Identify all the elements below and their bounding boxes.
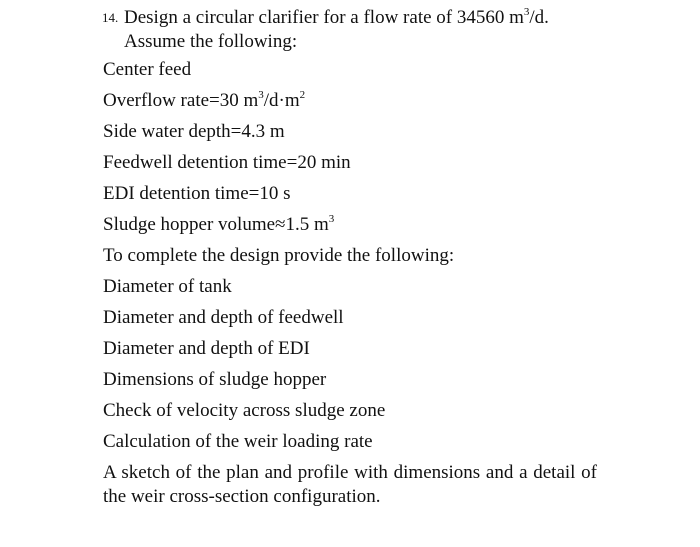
intro-line-1 [103,6,597,30]
overflow-text-b: /d·m [263,90,300,111]
overflow-superscript-1: 3 [258,89,264,101]
item-velocity-check: Check of velocity across sludge zone [103,400,386,421]
item-feedwell: Diameter and depth of feedwell [103,307,344,328]
design-heading: To complete the design provide the following: [103,245,455,266]
item-sketch: A sketch of the plan and profile with dimensions and a detail of the weir cross-section configuration. [103,462,597,507]
problem-intro [103,6,597,54]
assumption-overflow-rate [103,89,305,113]
assumption-edi-time: EDI detention time=10 s [103,183,291,204]
item-hopper-dimensions: Dimensions of sludge hopper [103,369,327,390]
assumption-sludge-hopper-volume [103,213,334,237]
overflow-superscript-2: 2 [299,89,306,101]
overflow-text-a: Overflow rate=30 m [103,90,259,111]
intro-text-end: /d. [529,7,549,28]
intro-superscript: 3 [523,6,530,18]
item-diameter-of-tank: Diameter of tank [103,276,232,297]
intro-line-2: Assume the following: [124,31,298,52]
intro-text-a: Design a circular clarifier for a flow rate of 34560 m [124,7,524,28]
item-edi: Diameter and depth of EDI [103,338,310,359]
problem-number: 14. [102,10,119,25]
assumption-feedwell-time: Feedwell detention time=20 min [103,152,351,173]
hopper-text: Sludge hopper volume≈1.5 m [103,214,329,235]
assumption-side-water-depth: Side water depth=4.3 m [103,121,285,142]
item-weir-loading: Calculation of the weir loading rate [103,431,373,452]
assumption-center-feed: Center feed [103,59,192,80]
hopper-superscript: 3 [328,213,335,225]
